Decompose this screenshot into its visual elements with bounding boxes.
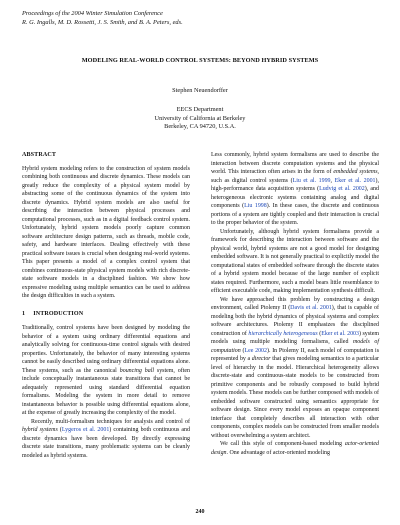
header-line-1: Proceedings of the 2004 Winter Simulation Conference xyxy=(22,10,163,17)
body-paragraph-1: Less commonly, hybrid system formalisms are used to describe the interaction between discrete computation systems and the physical world. This interaction often arises in the form of embedded systems, such as digital control systems (Liu et al. 1999, Eker et al. 2001), high-performance data acquisition systems (Ludvig et al. 2002), and heterogeneous electronic systems containing analog and digital components (Liu 1998). In these cases, the discrete and continuous portions of a system are tightly coupled and their interaction is crucial to the proper behavior of the system. xyxy=(211,152,380,226)
body-paragraph-2: Unfortunately, although hybrid system formalisms provide a framework for describing the interaction between software and the physical world, hybrid systems are not a good model for designing embedded software. It is not generally practical to explicitly model the computational states of embedded software through the discrete states of a hybrid system model because of the large number of explicit states required. Furthermore, such a model bears little resemblance to efficient executable code, making implementation synthesis difficult. xyxy=(211,228,380,294)
introduction-heading: 1 INTRODUCTION xyxy=(22,310,84,317)
citation-link[interactable]: Davis et al. 2001 xyxy=(290,305,332,311)
affiliation-university: University of California at Berkeley xyxy=(154,114,246,122)
author-name: Stephen Neuendorffer xyxy=(172,87,228,94)
proceedings-header xyxy=(22,10,183,27)
affiliation-dept: EECS Department xyxy=(176,106,224,113)
citation-link[interactable]: Eker et al. 2003 xyxy=(321,330,359,337)
citation-link[interactable]: Lee 2002 xyxy=(244,347,267,354)
right-column xyxy=(211,151,379,457)
abstract-text: Hybrid system modeling refers to the construction of system models combining both continuous and discrete dynamics. These models can greatly reduce the complexity of a physical system model by abstracting some of the continuous dynamics of the system into discrete dynamics. Hybrid system models are also useful for describing the interaction between physical processes and computational processes, such as in a digital feedback control system. Unfortunately, hybrid system models poorly capture common software architecture design patterns, such as threads, mobile code, safety, and hardware interfaces. Dealing effectively with these practical software issues is crucial when designing real-world systems. This paper presents a model of a complex control system that combines continuous-state physical system models with rich discrete-state software models in a disciplined fashion. We show how expressive modeling using multiple semantics can be used to address the design difficulties in such a system. xyxy=(22,165,191,299)
abstract-heading: ABSTRACT xyxy=(22,152,56,158)
citation-link[interactable]: hierarchically heterogeneous xyxy=(248,330,318,337)
citation-link[interactable]: Ludvig et al. 2002 xyxy=(319,186,365,192)
left-column xyxy=(22,151,190,460)
body-paragraph-4: We call this style of component-based modeling actor-oriented design. One advantage of actor-oriented modeling xyxy=(211,441,379,456)
citation-link[interactable]: Liu 1998 xyxy=(244,203,267,209)
citation-link[interactable]: Eker et al. 2001 xyxy=(334,177,376,184)
affiliation-city: Berkeley, CA 94720, U.S.A. xyxy=(164,123,236,131)
citation-link[interactable]: Liu et al. 1999 xyxy=(292,177,331,184)
header-line-2: R. G. Ingalls, M. D. Rossetti, J. S. Smith, and B. A. Peters, eds. xyxy=(22,18,183,26)
citation-link[interactable]: Lygeros et al. 2001 xyxy=(61,427,110,433)
intro-paragraph-2: Recently, multi-formalism techniques for analysis and control of hybrid systems (Lygeros et al. 2001) containing both continuous and discrete dynamics have been developed. By directly expressing discrete state transitions, many problematic systems can be cleanly modeled as hybrid systems. xyxy=(22,418,190,459)
paper-title: MODELING REAL-WORLD CONTROL SYSTEMS: BEYOND HYBRID SYSTEMS xyxy=(81,57,319,64)
page-number: 240 xyxy=(195,509,205,515)
body-paragraph-3: We have approached this problem by constructing a design environment, called Ptolemy II (Davis et al. 2001), that is capable of modeling both the hybrid dynamics of physical systems and complex software architectures. Ptolemy II emphasizes the disciplined construction of hierarchically heterogeneous (Eker et al. 2003) system models using multiple modeling formalisms, called models of computation (Lee 2002). In Ptolemy II, each model of computation is represented by a director that gives modeling semantics to a particular level of hierarchy in the model. Hierarchical heterogeneity allows discrete-state and continuous-state models to be constructed from primitive components and be robustly composed to build hybrid system models. These models can be further composed with models of embedded software constructed using semantics appropriate for software design. Since every model exposes an opaque component interface that completely describes all interaction with other components, complex models can be constructed from smaller models without overwhelming a system architect. xyxy=(211,296,380,439)
author-affiliation xyxy=(0,106,400,132)
intro-paragraph-1: Traditionally, control systems have been designed by modeling the behavior of a system using ordinary differential equations and analytically solving for continuous-time control signals with desired properties. Unfortunately, the behavior of many interesting systems cannot be easily described using ordinary differential equations alone. These systems, such as the canonical bouncing ball system, often include conceptually instantaneous state transitions that cannot be adequately represented using standard differential equation formalisms. Modeling the system in more detail to remove instantaneous behavior is possible using differential equations alone, at the expense of greatly increasing the complexity of the model. xyxy=(22,325,190,416)
